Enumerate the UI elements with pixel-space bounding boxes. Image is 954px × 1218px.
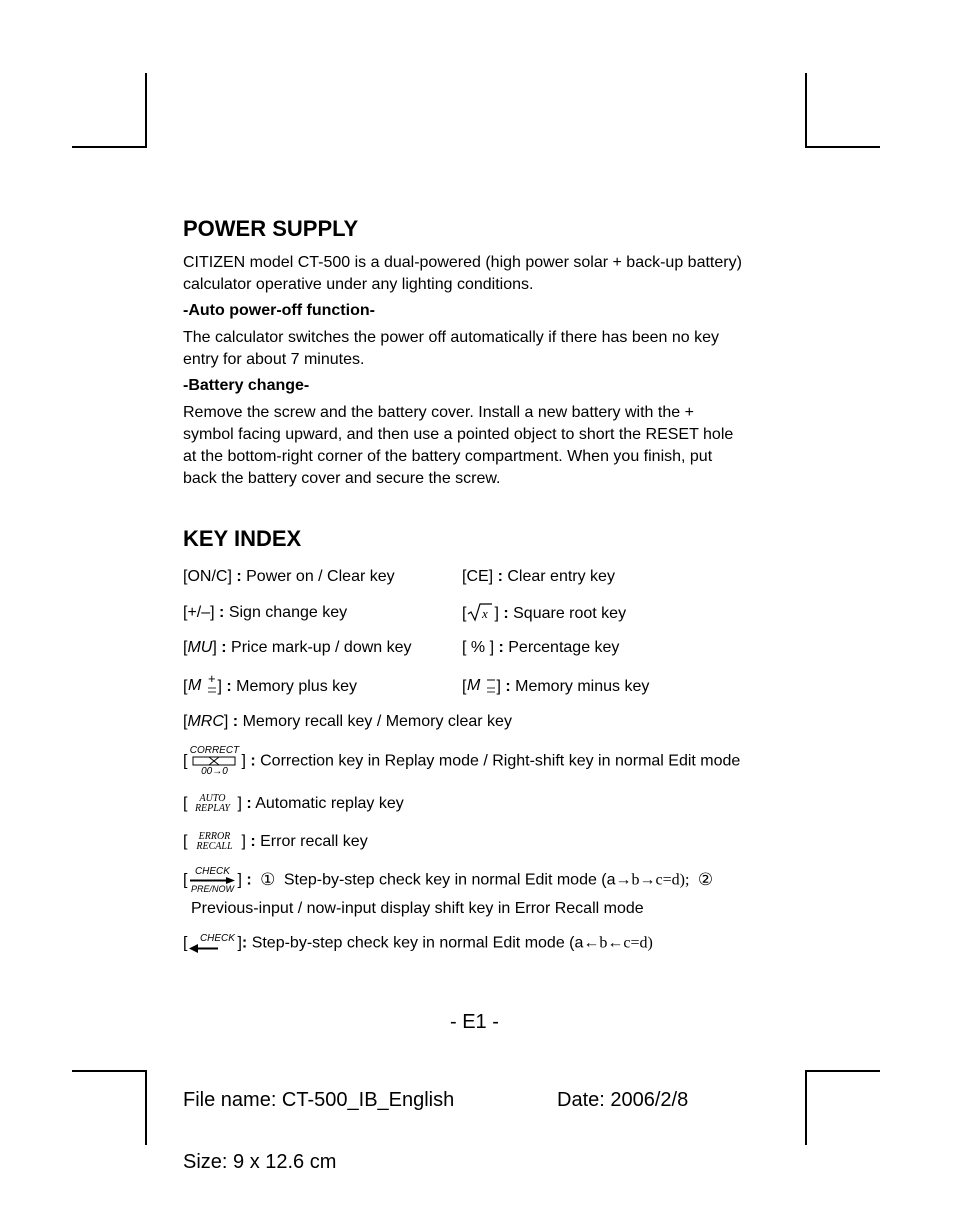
- key-pct-desc: Percentage key: [508, 639, 620, 656]
- key-check-forward-desc: Step-by-step check key in normal Edit mode (a: [283, 871, 616, 889]
- key-mrc-entry: [MRC] : Memory recall key / Memory clear key: [183, 713, 512, 730]
- key-error-recall-desc: Error recall key: [260, 833, 368, 851]
- power-supply-heading: POWER SUPPLY: [183, 216, 359, 241]
- key-ce-desc: Clear entry key: [507, 568, 615, 585]
- correct-key-icon: CORRECT 00→0: [189, 745, 240, 777]
- left-arrow-icon: [188, 944, 236, 953]
- error-recall-key-icon: ERROR RECALL: [196, 831, 233, 852]
- key-mrc-desc: Memory recall key / Memory clear key: [242, 713, 512, 730]
- key-sign-label: [+/–]: [183, 604, 215, 621]
- svg-text:M: M: [467, 677, 481, 694]
- power-supply-intro-line2: calculator operative under any lighting conditions.: [183, 276, 534, 293]
- page-number: - E1 -: [450, 1011, 499, 1033]
- crop-mark-bottom-right-horizontal: [805, 1070, 880, 1072]
- footer-date: Date: 2006/2/8: [557, 1089, 689, 1111]
- battery-change-line1: Remove the screw and the battery cover. Install a new battery with the +: [183, 404, 694, 421]
- key-check-backward-entry: [ CHECK ]: Step-by-step check key in normal Edit mode (a←b←c=d): [183, 933, 653, 952]
- battery-change-heading: -Battery change-: [183, 377, 310, 394]
- key-mminus-desc: Memory minus key: [515, 678, 650, 695]
- key-ce-label: [CE]: [462, 568, 494, 585]
- key-check-forward-sequence: →b→c=d);: [615, 871, 690, 889]
- auto-power-off-line2: entry for about 7 minutes.: [183, 351, 365, 368]
- circled-two: ②: [697, 869, 714, 889]
- svg-text:M: M: [188, 677, 202, 694]
- key-onc-entry: [ON/C] : Power on / Clear key: [183, 568, 395, 585]
- key-mminus-entry: [ M ] : Memory minus key: [462, 673, 649, 697]
- auto-replay-key-icon: AUTO REPLAY: [194, 793, 230, 814]
- key-auto-replay-desc: Automatic replay key: [255, 795, 404, 813]
- key-onc-label: [ON/C]: [183, 568, 232, 585]
- crop-mark-top-right-horizontal: [805, 146, 880, 148]
- key-auto-replay-entry: [ AUTO REPLAY ] : Automatic replay key: [183, 793, 404, 814]
- key-mu-label: MU: [187, 639, 213, 656]
- key-check-backward-desc: Step-by-step check key in normal Edit mode (a: [251, 934, 584, 952]
- crop-mark-bottom-left-horizontal: [72, 1070, 147, 1072]
- key-sign-desc: Sign change key: [228, 604, 348, 621]
- key-mrc-label: MRC: [187, 713, 224, 730]
- key-error-recall-entry: [ ERROR RECALL ] : Error recall key: [183, 831, 368, 852]
- key-check-forward-entry: [ CHECK PRE/NOW ] : ① Step-by-step check key in normal Edit mode (a→b→c=d); ②: [183, 866, 714, 894]
- battery-change-line4: back the battery cover and secure the screw.: [183, 470, 501, 487]
- key-mu-desc: Price mark-up / down key: [231, 639, 412, 656]
- key-sign-entry: [+/–] : Sign change key: [183, 604, 348, 621]
- key-check-forward-line2: Previous-input / now-input display shift key in Error Recall mode: [191, 900, 644, 917]
- crop-mark-bottom-left-vertical: [145, 1070, 147, 1145]
- circled-one: ①: [260, 869, 276, 889]
- svg-text:x: x: [482, 606, 489, 621]
- key-onc-desc: Power on / Clear key: [246, 568, 395, 585]
- key-pct-entry: [ % ] : Percentage key: [462, 639, 620, 656]
- power-supply-intro-line1: CITIZEN model CT-500 is a dual-powered (high power solar + back-up battery): [183, 254, 742, 271]
- key-sqrt-entry: [ x ] : Square root key: [462, 602, 626, 623]
- square-root-icon: [467, 602, 493, 622]
- battery-change-line3: at the bottom-right corner of the battery compartment. When you finish, put: [183, 448, 713, 465]
- battery-change-line2: symbol facing upward, and then use a pointed object to short the RESET hole: [183, 426, 734, 443]
- key-correct-entry: [ CORRECT 00→0 ] : Correction key in Replay mode / Right-shift key in normal Edit mode: [183, 745, 741, 777]
- key-mplus-entry: [ M + ] : Memory plus key: [183, 673, 358, 695]
- footer-size: Size: 9 x 12.6 cm: [183, 1151, 337, 1173]
- key-sqrt-desc: Square root key: [513, 605, 627, 622]
- check-forward-key-icon: CHECK PRE/NOW: [187, 867, 237, 894]
- key-pct-label: [ % ]: [462, 639, 495, 656]
- memory-plus-key-icon: [187, 673, 217, 697]
- key-correct-desc: Correction key in Replay mode / Right-shift key in normal Edit mode: [260, 752, 741, 770]
- crop-mark-bottom-right-vertical: [805, 1070, 807, 1145]
- crop-mark-top-left-horizontal: [72, 146, 147, 148]
- check-backward-key-icon: CHECK: [187, 934, 237, 953]
- key-check-backward-sequence: ←b←c=d): [583, 934, 653, 952]
- right-arrow-icon: [188, 877, 236, 884]
- crop-mark-top-right-vertical: [805, 73, 807, 148]
- key-index-heading: KEY INDEX: [183, 526, 302, 551]
- crop-mark-top-left-vertical: [145, 73, 147, 148]
- key-ce-entry: [CE] : Clear entry key: [462, 568, 615, 585]
- auto-power-off-heading: -Auto power-off function-: [183, 302, 375, 319]
- memory-minus-key-icon: [466, 673, 496, 697]
- key-mu-entry: [MU] : Price mark-up / down key: [183, 639, 412, 656]
- footer-file-name: File name: CT-500_IB_English: [183, 1089, 455, 1111]
- auto-power-off-line1: The calculator switches the power off automatically if there has been no key: [183, 329, 719, 346]
- key-mplus-desc: Memory plus key: [236, 678, 358, 695]
- svg-text:+: +: [208, 673, 217, 686]
